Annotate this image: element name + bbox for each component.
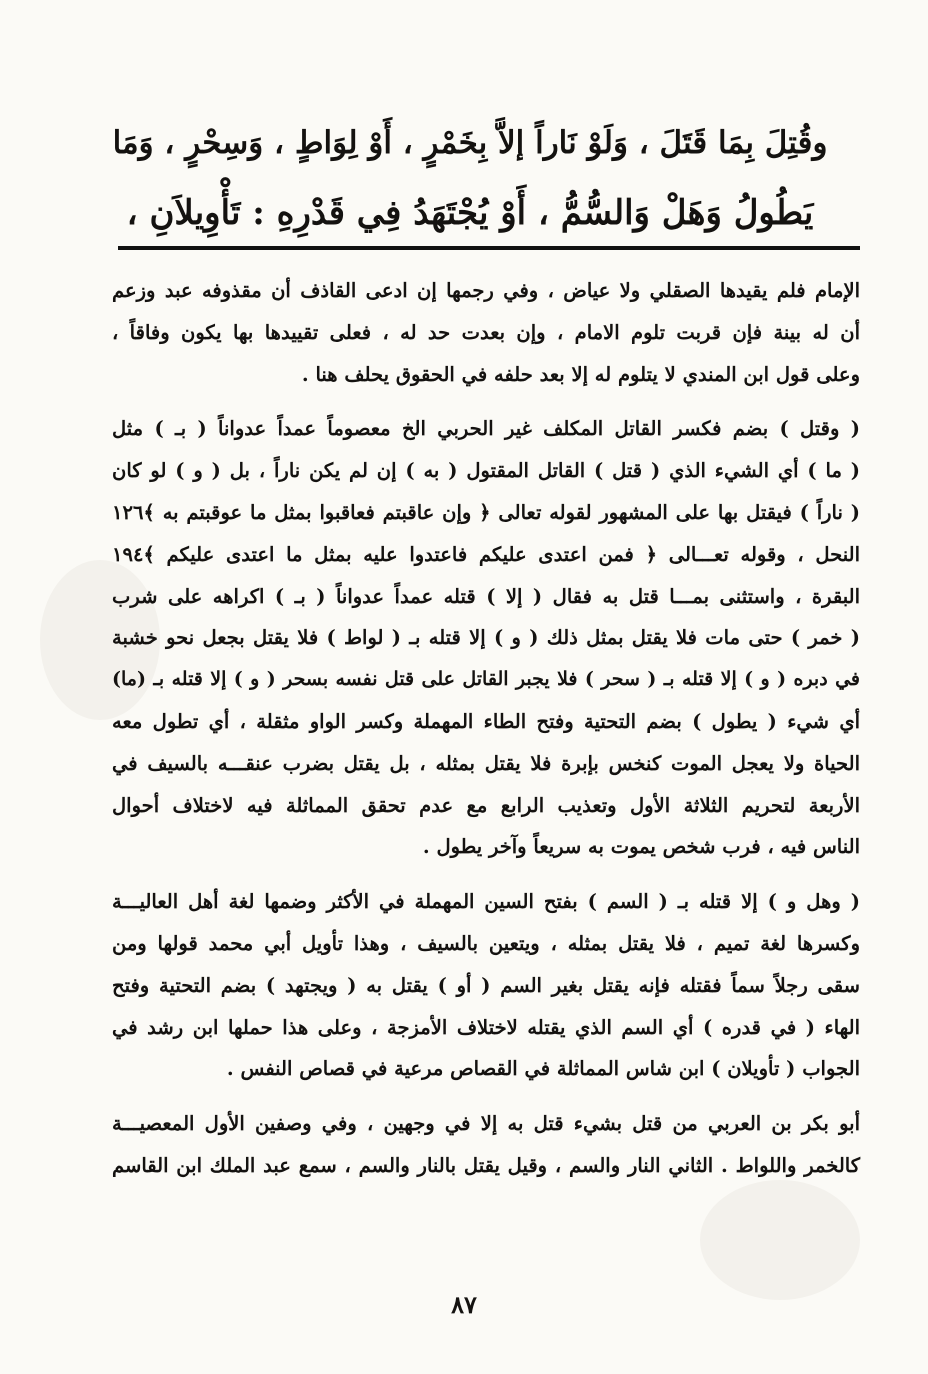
commentary-paragraph	[112, 270, 860, 395]
text-line: ( وقتل ) بضم فكسر القاتل المكلف غير الحربي الخ معصوماً عمداً عدواناً ( بـ ) مثل	[112, 417, 860, 441]
verse-line: وقُتِلَ بِمَا قَتَلَ ، وَلَوْ نَاراً إلاَّ بِخَمْرٍ ، أَوْ لِوَاطٍ ، وَسِحْرٍ ، وَمَا	[112, 125, 828, 161]
section-divider	[118, 246, 860, 250]
matn-verse	[110, 108, 830, 248]
verse-line: يَطُولُ وَهَلْ وَالسُّمُّ ، أَوْ يُجْتَهَدُ فِي قَدْرِهِ : تَأْوِيلاَنِ ،	[126, 193, 814, 233]
text-line: وكسرها لغة تميم ، فلا يقتل بمثله ، ويتعين بالسيف ، وهذا تأويل أبي محمد قولها ومن	[112, 931, 860, 955]
commentary-paragraph	[112, 1103, 860, 1187]
commentary-body	[112, 270, 860, 1200]
commentary-paragraph	[112, 408, 860, 868]
text-line: النحل ، وقوله تعـــالى ﴿ فمن اعتدى عليكم فاعتدوا عليه بمثل ما اعتدى عليكم ﴾١٩٤	[112, 542, 860, 566]
text-line: ( خمر ) حتى مات فلا يقتل بمثل ذلك ( و ) إلا قتله بـ ( لواط ) فلا يقتل بجعل نحو خشبة	[112, 626, 860, 650]
text-line: ( ناراً ) فيقتل بها على المشهور لقوله تعالى ﴿ وإن عاقبتم فعاقبوا بمثل ما عوقبتم به ﴾١٢٦	[112, 500, 860, 524]
text-line: أن له بينة فإن قربت تلوم الامام ، وإن بعدت حد له ، فعلى تقييدها بها يكون وفاقاً ،	[112, 320, 860, 344]
text-line: الأربعة لتحريم الثلاثة الأول وتعذيب الرابع مع عدم تحقق المماثلة فيه لاختلاف أحوال	[112, 793, 860, 817]
text-line: الحياة ولا يعجل الموت كنخس بإبرة فلا يقتل بمثله ، بل يقتل بضرب عنقـــه بالسيف في	[112, 751, 860, 775]
text-line: سقى رجلاً سماً فقتله فإنه يقتل بغير السم ( أو ) يقتل به ( ويجتهد ) بضم التحتية وفتح	[112, 973, 860, 997]
text-line: الإمام فلم يقيدها الصقلي ولا عياض ، وفي رجمها إن ادعى القاذف أن مقذوفه عبد وزعم	[112, 279, 860, 302]
text-line: وعلى قول ابن المندي لا يتلوم له إلا بعد حلفه في الحقوق يحلف هنا .	[301, 362, 860, 386]
text-line: البقرة ، واستثنى بمـــا قتل به فقال ( إلا ) قتله عمداً عدواناً ( بـ ) اكراهه على شرب	[112, 584, 860, 608]
text-line: أبو بكر بن العربي من قتل بشيء قتل به إلا في وجهين ، وفي وصفين الأول المعصيـــة	[112, 1112, 860, 1136]
text-line: الجواب ( تأويلان ) ابن شاس المماثلة في القصاص مرعية في قصاص النفس .	[226, 1057, 860, 1081]
page-number: ٨٧	[451, 1290, 477, 1319]
text-line: ( ما ) أي الشيء الذي ( قتل ) القاتل المقتول ( به ) إن لم يكن ناراً ، بل ( و ) لو كان	[112, 459, 860, 483]
text-line: الهاء ( في قدره ) أي السم الذي يقتله لاختلاف الأمزجة ، وعلى هذا حملها ابن رشد في	[112, 1015, 860, 1039]
commentary-paragraph	[112, 881, 860, 1090]
text-line: الناس فيه ، فرب شخص يموت به سريعاً وآخر يطول .	[422, 835, 860, 859]
text-line: أي شيء ( يطول ) بضم التحتية وفتح الطاء المهملة وكسر الواو مثقلة ، أي تطول معه	[112, 709, 860, 733]
text-line: في دبره ( و ) إلا قتله بـ ( سحر ) فلا يجبر القاتل على قتل نفسه بسحر ( و ) إلا قتله بـ (ما)	[112, 668, 860, 691]
text-line: كالخمر واللواط . الثاني النار والسم ، وقيل يقتل بالنار والسم ، سمع عبد الملك ابن القاسم	[112, 1153, 860, 1177]
text-line: ( وهل و ) إلا قتله بـ ( السم ) بفتح السين المهملة في الأكثر وضمها لغة أهل العاليـــة	[112, 890, 860, 914]
